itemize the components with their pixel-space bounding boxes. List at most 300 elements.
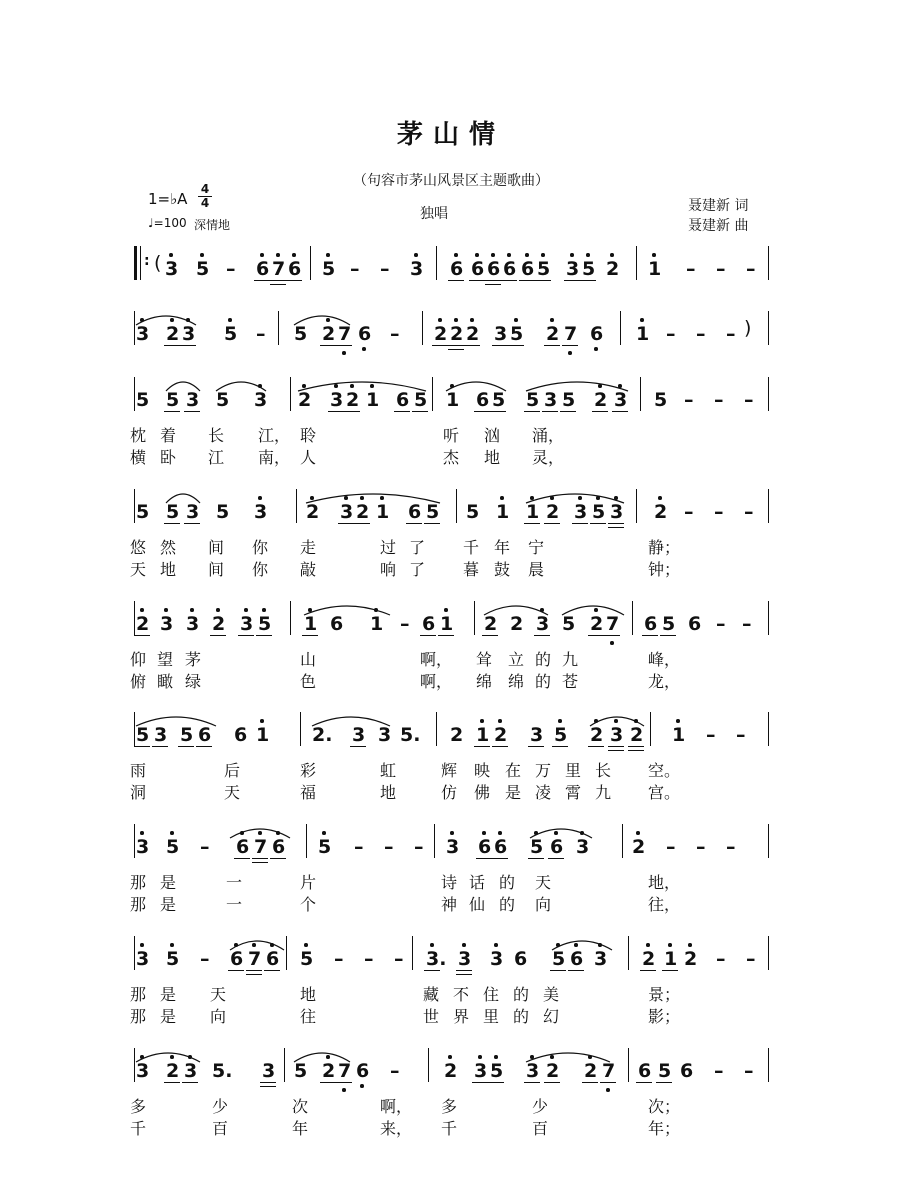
beam-underline <box>550 970 566 971</box>
beam-underline <box>270 284 286 285</box>
octave-dot-low <box>594 347 598 351</box>
note-digit: 3 <box>544 389 558 411</box>
octave-dot-low <box>362 347 366 351</box>
slur-arcs <box>0 696 902 736</box>
beam-underline <box>320 1082 336 1083</box>
octave-dot-low <box>610 641 614 645</box>
note-digit: 1 <box>672 724 686 746</box>
note-digit: 2 <box>444 1060 458 1082</box>
note-digit: 7 <box>272 258 286 280</box>
note-digit: 5 <box>654 389 668 411</box>
note-digit: 6 <box>521 258 535 280</box>
bracket-close: ) <box>744 317 752 339</box>
lyric-syllable: 福 <box>300 783 317 802</box>
beam-underline <box>252 862 268 863</box>
note-digit: 2 <box>494 724 508 746</box>
octave-dot-low <box>606 1088 610 1092</box>
lyric-syllable: 年 <box>292 1119 309 1138</box>
beam-underline <box>492 345 508 346</box>
note-digit: 5 <box>294 323 308 345</box>
slur <box>446 382 506 391</box>
lyric-syllable: 年； <box>648 1119 681 1138</box>
lyric-syllable: 绿 <box>185 672 202 691</box>
dash-sustain: – <box>390 323 400 345</box>
slur <box>526 382 628 391</box>
note-digit: 2 <box>590 724 604 746</box>
lyric-syllable: 山 <box>300 650 317 669</box>
dash-sustain: – <box>200 948 210 970</box>
note-digit: 1 <box>376 501 390 523</box>
dash-sustain: – <box>256 323 266 345</box>
dash-sustain: – <box>696 836 706 858</box>
beam-underline <box>354 523 370 524</box>
lyric-syllable: 望 <box>157 650 174 669</box>
lyric-syllable: 苍 <box>562 672 579 691</box>
note-digit: 6 <box>234 724 248 746</box>
slur-arcs <box>0 295 902 335</box>
beam-underline <box>350 746 366 747</box>
note-digit: 5 <box>166 501 180 523</box>
beam-underline <box>270 858 286 859</box>
lyric-syllable: 过 <box>380 538 397 557</box>
note-digit: 3 <box>410 258 424 280</box>
composer-credit: 聂建新 曲 <box>688 218 749 234</box>
lyric-syllable: 灵， <box>532 448 565 467</box>
beam-underline <box>164 345 180 346</box>
note-digit: 2 <box>346 389 360 411</box>
lyric-syllable: 景； <box>648 985 681 1004</box>
note-digit: 3 <box>154 724 168 746</box>
lyric-syllable: 话 <box>469 873 486 892</box>
note-digit: 7 <box>254 836 268 858</box>
note-digit: 1 <box>256 724 270 746</box>
note-digit: 5 <box>166 948 180 970</box>
lyric-syllable: 诗 <box>441 873 458 892</box>
lyric-syllable: 天 <box>130 560 147 579</box>
beam-underline <box>424 970 440 971</box>
key-signature: 1=♭A <box>148 190 188 208</box>
lyric-syllable: 色 <box>300 672 317 691</box>
beam-underline <box>488 1082 504 1083</box>
beam-underline <box>344 411 360 412</box>
note-digit: 6 <box>356 1060 370 1082</box>
beam-underline <box>492 746 508 747</box>
note-digit: 5 <box>216 501 230 523</box>
lyric-syllable: 钟； <box>648 560 681 579</box>
beam-underline <box>544 1082 560 1083</box>
dash-sustain: – <box>226 258 236 280</box>
lyric-syllable: 茅 <box>185 650 202 669</box>
beam-underline <box>238 635 254 636</box>
slur <box>530 829 592 838</box>
slur-arcs <box>0 920 902 960</box>
lyric-syllable: 横 <box>130 448 147 467</box>
lyric-syllable: 一 <box>226 895 243 914</box>
note-digit: 5 <box>658 1060 672 1082</box>
lyric-syllable: 空。 <box>648 761 681 780</box>
note-digit: 5 <box>166 836 180 858</box>
note-digit: 6 <box>514 948 528 970</box>
lyric-syllable: 次 <box>292 1097 309 1116</box>
beam-underline <box>210 635 226 636</box>
lyric-syllable: 的 <box>513 1007 530 1026</box>
slur <box>298 382 426 391</box>
tempo-marking: ♩=100 <box>148 216 187 230</box>
note-digit: 1 <box>440 613 454 635</box>
note-digit: 6 <box>590 323 604 345</box>
beam-underline <box>464 345 480 346</box>
note-digit: 2. <box>312 724 333 746</box>
lyric-syllable: 百 <box>532 1119 549 1138</box>
note-digit: 2 <box>322 1060 336 1082</box>
beam-underline <box>469 280 485 281</box>
beam-underline <box>420 635 436 636</box>
note-digit: 5 <box>300 948 314 970</box>
lyric-syllable: 后 <box>224 761 241 780</box>
note-digit: 3 <box>530 724 544 746</box>
note-digit: 2 <box>606 258 620 280</box>
lyric-syllable: 虹 <box>380 761 397 780</box>
note-digit: 2 <box>166 1060 180 1082</box>
lyric-syllable: 是 <box>160 873 177 892</box>
note-digit: 3 <box>494 323 508 345</box>
beam-underline <box>534 635 550 636</box>
lyric-syllable: 仿 <box>441 783 458 802</box>
beam-underline <box>456 974 472 975</box>
beam-underline <box>164 411 180 412</box>
note-digit: 6 <box>330 613 344 635</box>
beam-underline <box>482 635 498 636</box>
time-signature-bottom: 4 <box>198 196 212 210</box>
note-digit: 2 <box>632 836 646 858</box>
lyric-syllable: 龙， <box>648 672 681 691</box>
lyric-syllable: 在 <box>505 761 522 780</box>
note-digit: 6 <box>638 1060 652 1082</box>
beam-underline <box>336 1082 352 1083</box>
note-digit: 5 <box>492 389 506 411</box>
lyric-syllable: 敲 <box>300 560 317 579</box>
note-digit: 5 <box>490 1060 504 1082</box>
lyric-syllable: 南， <box>258 448 291 467</box>
lyric-syllable: 往， <box>648 895 681 914</box>
lyric-syllable: 雨 <box>130 761 147 780</box>
beam-underline <box>588 635 604 636</box>
lyric-syllable: 那 <box>130 895 147 914</box>
beam-underline <box>640 970 656 971</box>
lyric-syllable: 耸 <box>476 650 493 669</box>
note-digit: 5 <box>414 389 428 411</box>
note-digit: 3 <box>536 613 550 635</box>
note-digit: 2 <box>306 501 320 523</box>
dash-sustain: – <box>744 501 754 523</box>
note-digit: 5 <box>258 613 272 635</box>
note-digit: 6 <box>236 836 250 858</box>
slur <box>136 316 196 325</box>
note-digit: 7 <box>606 613 620 635</box>
lyric-syllable: 少 <box>212 1097 229 1116</box>
note-digit: 1 <box>476 724 490 746</box>
beam-underline <box>182 1082 198 1083</box>
beam-underline <box>164 1082 180 1083</box>
note-digit: 5 <box>554 724 568 746</box>
octave-dot-low <box>360 1084 364 1088</box>
beam-underline <box>592 411 608 412</box>
slur <box>312 717 390 726</box>
lyric-syllable: 地 <box>484 448 501 467</box>
dash-sustain: – <box>380 258 390 280</box>
note-digit: 5 <box>562 613 576 635</box>
slur-arcs <box>0 361 902 401</box>
beam-underline <box>628 746 644 747</box>
beam-underline <box>544 345 560 346</box>
lyric-syllable: 宫。 <box>648 783 681 802</box>
lyric-syllable: 暮 <box>463 560 480 579</box>
lyric-syllable: 地， <box>648 873 681 892</box>
lyric-syllable: 聆 <box>300 426 317 445</box>
note-digit: 5 <box>136 724 150 746</box>
lyric-syllable: 静； <box>648 538 681 557</box>
note-digit: 5 <box>662 613 676 635</box>
lyric-syllable: 是 <box>160 1007 177 1026</box>
beam-underline <box>590 523 606 524</box>
dash-sustain: – <box>696 323 706 345</box>
dash-sustain: – <box>726 836 736 858</box>
lyric-syllable: 神 <box>441 895 458 914</box>
lyric-syllable: 卧 <box>160 448 177 467</box>
note-digit: 5 <box>582 258 596 280</box>
dash-sustain: – <box>666 836 676 858</box>
note-digit: 6 <box>288 258 302 280</box>
note-digit: 6 <box>644 613 658 635</box>
note-digit: 2 <box>484 613 498 635</box>
note-digit: 6 <box>422 613 436 635</box>
note-digit: 2 <box>546 323 560 345</box>
lyric-syllable: 多 <box>130 1097 147 1116</box>
beam-underline <box>196 746 212 747</box>
note-digit: 5 <box>216 389 230 411</box>
dash-sustain: – <box>686 258 696 280</box>
note-digit: 3 <box>165 258 179 280</box>
note-digit: 6 <box>396 389 410 411</box>
dash-sustain: – <box>350 258 360 280</box>
note-digit: 7 <box>338 323 352 345</box>
lyric-syllable: 鼓 <box>494 560 511 579</box>
dash-sustain: – <box>200 836 210 858</box>
lyric-syllable: 你 <box>252 560 269 579</box>
slur <box>526 494 624 503</box>
note-digit: 3 <box>352 724 366 746</box>
note-digit: 2 <box>642 948 656 970</box>
beam-underline <box>519 280 535 281</box>
note-digit: 6 <box>688 613 702 635</box>
beam-underline <box>286 280 302 281</box>
beam-underline <box>152 746 168 747</box>
beam-underline <box>485 284 501 285</box>
beam-underline <box>184 523 200 524</box>
repeat-dots: : <box>144 253 150 269</box>
dash-sustain: – <box>400 613 410 635</box>
beam-underline <box>406 523 422 524</box>
note-digit: 6 <box>450 258 464 280</box>
octave-dot-low <box>342 351 346 355</box>
note-digit: 2 <box>166 323 180 345</box>
note-digit: 6 <box>680 1060 694 1082</box>
lyric-syllable: 次； <box>648 1097 681 1116</box>
note-digit: 5 <box>537 258 551 280</box>
slur-arcs <box>0 585 902 625</box>
note-digit: 3 <box>160 613 174 635</box>
lyric-syllable: 江， <box>258 426 291 445</box>
beam-underline <box>270 280 286 281</box>
octave-dot-low <box>568 351 572 355</box>
beam-underline <box>264 970 280 971</box>
lyric-syllable: 千 <box>463 538 480 557</box>
note-digit: 3 <box>136 948 150 970</box>
beam-underline <box>320 345 336 346</box>
lyric-syllable: 的 <box>499 873 516 892</box>
note-digit: 6 <box>494 836 508 858</box>
slur-arcs <box>0 230 902 270</box>
note-digit: 3 <box>610 501 624 523</box>
beam-underline <box>608 527 624 528</box>
lyric-syllable: 辉 <box>441 761 458 780</box>
note-digit: 3 <box>184 1060 198 1082</box>
note-digit: 3 <box>240 613 254 635</box>
lyric-syllable: 悠 <box>130 538 147 557</box>
beam-underline <box>628 750 644 751</box>
dash-sustain: – <box>354 836 364 858</box>
lyric-syllable: 走 <box>300 538 317 557</box>
note-digit: 1 <box>370 613 384 635</box>
lyric-syllable: 晨 <box>528 560 545 579</box>
lyric-syllable: 地 <box>380 783 397 802</box>
slur-arcs <box>0 808 902 848</box>
lyric-syllable: 了 <box>409 560 426 579</box>
dash-sustain: – <box>746 258 756 280</box>
lyric-syllable: 少 <box>532 1097 549 1116</box>
lyric-syllable: 俯 <box>130 672 147 691</box>
lyric-syllable: 世 <box>423 1007 440 1026</box>
note-digit: 6 <box>550 836 564 858</box>
lyric-syllable: 万 <box>535 761 552 780</box>
note-digit: 2 <box>546 1060 560 1082</box>
lyric-syllable: 汹 <box>484 426 501 445</box>
beam-underline <box>612 411 628 412</box>
song-title: 茅山情 <box>396 120 505 150</box>
bracket-open: ( <box>154 252 162 274</box>
dash-sustain: – <box>714 1060 724 1082</box>
dash-sustain: – <box>364 948 374 970</box>
note-digit: 2 <box>630 724 644 746</box>
beam-underline <box>448 345 464 346</box>
beam-underline <box>164 523 180 524</box>
lyric-syllable: 枕 <box>130 426 147 445</box>
slur <box>136 717 216 726</box>
beam-underline <box>424 523 440 524</box>
lyric-syllable: 多 <box>441 1097 458 1116</box>
slur <box>484 606 548 615</box>
dash-sustain: – <box>684 389 694 411</box>
lyric-syllable: 瞰 <box>157 672 174 691</box>
lyric-syllable: 个 <box>300 895 317 914</box>
beam-underline <box>412 411 428 412</box>
dash-sustain: – <box>742 613 752 635</box>
lyric-syllable: 那 <box>130 873 147 892</box>
beam-underline <box>560 411 576 412</box>
note-digit: 3 <box>186 389 200 411</box>
lyric-syllable: 凌 <box>535 783 552 802</box>
lyricist-credit: 聂建新 词 <box>688 198 749 214</box>
beam-underline <box>492 858 508 859</box>
dash-sustain: – <box>736 724 746 746</box>
note-digit: 1 <box>636 323 650 345</box>
lyric-syllable: 向 <box>535 895 552 914</box>
lyric-syllable: 仙 <box>469 895 486 914</box>
slur <box>136 1053 200 1062</box>
beam-underline <box>508 345 524 346</box>
note-digit: 7 <box>564 323 578 345</box>
lyric-syllable: 啊， <box>420 672 453 691</box>
lyric-syllable: 地 <box>300 985 317 1004</box>
note-digit: 5 <box>526 389 540 411</box>
lyric-syllable: 长 <box>595 761 612 780</box>
dash-sustain: – <box>714 389 724 411</box>
note-digit: 3 <box>610 724 624 746</box>
lyric-syllable: 峰， <box>648 650 681 669</box>
note-digit: 6 <box>198 724 212 746</box>
slur <box>216 382 266 391</box>
note-digit: 3 <box>262 1060 276 1082</box>
beam-underline <box>338 523 354 524</box>
slur <box>230 941 284 950</box>
beam-underline <box>448 349 464 350</box>
lyric-syllable: 啊， <box>380 1097 413 1116</box>
dash-sustain: – <box>744 1060 754 1082</box>
lyric-syllable: 啊， <box>420 650 453 669</box>
song-subtitle: （句容市茅山风景区主题歌曲） <box>353 173 549 189</box>
lyric-syllable: 九 <box>595 783 612 802</box>
note-digit: 5 <box>224 323 238 345</box>
beam-underline <box>524 411 540 412</box>
beam-underline <box>662 970 678 971</box>
beam-underline <box>246 970 262 971</box>
slur-arcs <box>0 473 902 513</box>
lyric-syllable: 的 <box>535 672 552 691</box>
beam-underline <box>588 746 604 747</box>
lyric-syllable: 不 <box>453 985 470 1004</box>
beam-underline <box>246 974 262 975</box>
lyric-syllable: 然 <box>160 538 177 557</box>
dash-sustain: – <box>726 323 736 345</box>
note-digit: 3 <box>576 836 590 858</box>
lyric-syllable: 年 <box>494 538 511 557</box>
lyric-syllable: 是 <box>505 783 522 802</box>
note-digit: 1 <box>648 258 662 280</box>
note-digit: 5. <box>212 1060 233 1082</box>
note-digit: 1 <box>496 501 510 523</box>
note-digit: 5 <box>562 389 576 411</box>
note-digit: 6 <box>503 258 517 280</box>
note-digit: 3 <box>136 836 150 858</box>
note-digit: 3 <box>378 724 392 746</box>
lyric-syllable: 仰 <box>130 650 147 669</box>
beam-underline <box>528 858 544 859</box>
dash-sustain: – <box>714 501 724 523</box>
slur-arcs <box>0 1032 902 1072</box>
lyric-syllable: 了 <box>409 538 426 557</box>
beam-underline <box>542 411 558 412</box>
note-digit: 6 <box>570 948 584 970</box>
